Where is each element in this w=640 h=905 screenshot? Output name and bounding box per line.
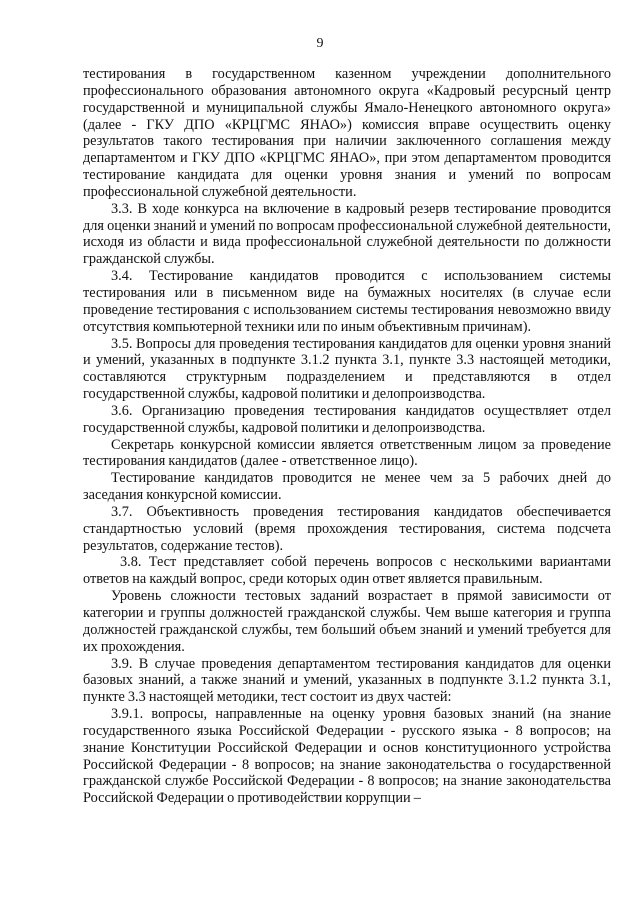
document-body (83, 66, 611, 807)
paragraph-secretary: Секретарь конкурсной комиссии является ответственным лицом за проведение тестирования кандидатов (далее - ответственное лицо). (83, 436, 611, 470)
paragraph-3-9-1: 3.9.1. вопросы, направленные на оценку уровня базовых знаний (на знание государственного языка Российской Федерации - русского языка - 8 вопросов; на знание Конституции Российской Федерации и основ конституционного устройства Российской Федерации - 8 вопросов; на знание законодательства о государственной гражданской службе Российской Федерации - 8 вопросов; на знание законодательства Российской Федерации о противодействии коррупции – (83, 706, 611, 807)
paragraph-3-5: 3.5. Вопросы для проведения тестирования кандидатов для оценки уровня знаний и умений, указанных в подпункте 3.1.2 пункта 3.1, пункте 3.3 настоящей методики, составляются структурным подразделением и представляются в отдел государственной службы, кадровой политики и делопроизводства. (83, 335, 611, 403)
paragraph-3-9: 3.9. В случае проведения департаментом тестирования кандидатов для оценки базовых знаний, а также знаний и умений, указанных в подпункте 3.1.2 пункта 3.1, пункте 3.3 настоящей методики, тест состоит из двух частей: (83, 655, 611, 706)
paragraph-3-6: 3.6. Организацию проведения тестирования кандидатов осуществляет отдел государственной службы, кадровой политики и делопроизводства. (83, 402, 611, 436)
paragraph-3-8: 3.8. Тест представляет собой перечень вопросов с несколькими вариантами ответов на каждый вопрос, среди которых один ответ является правильным. (83, 554, 611, 588)
paragraph-3-4: 3.4. Тестирование кандидатов проводится с использованием системы тестирования или в письменном виде на бумажных носителях (в случае если проведение тестирования с использованием системы тестирования невозможно ввиду отсутствия компьютерной техники или по иным объективным причинам). (83, 268, 611, 335)
paragraph-testing-deadline: Тестирование кандидатов проводится не менее чем за 5 рабочих дней до заседания конкурсной комиссии. (83, 470, 611, 504)
paragraph-3-3: 3.3. В ходе конкурса на включение в кадровый резерв тестирование проводится для оценки знаний и умений по вопросам профессиональной служебной деятельности, исходя из области и вида профессиональной служебной деятельности по должности гражданской службы. (83, 200, 611, 268)
paragraph-continuation: тестирования в государственном казенном учреждении дополнительного профессионального образования автономного округа «Кадровый ресурсный центр государственной и муниципальной службы Ямало-Ненецкого автономного округа» (далее - ГКУ ДПО «КРЦГМС ЯНАО») комиссия вправе осуществить оценку результатов такого тестирования при наличии заключенного соглашения между департаментом и ГКУ ДПО «КРЦГМС ЯНАО», при этом департаментом проводится тестирование кандидата для оценки уровня знания и умений по вопросам профессиональной служебной деятельности. (83, 66, 611, 200)
paragraph-difficulty: Уровень сложности тестовых заданий возрастает в прямой зависимости от категории и группы должностей гражданской службы. Чем выше категория и группа должностей гражданской службы, тем больший объем знаний и умений требуется для их прохождения. (83, 588, 611, 655)
page-number: 9 (316, 36, 324, 51)
paragraph-3-7: 3.7. Объективность проведения тестирования кандидатов обеспечивается стандартностью условий (время прохождения тестирования, система подсчета результатов, содержание тестов). (83, 503, 611, 554)
